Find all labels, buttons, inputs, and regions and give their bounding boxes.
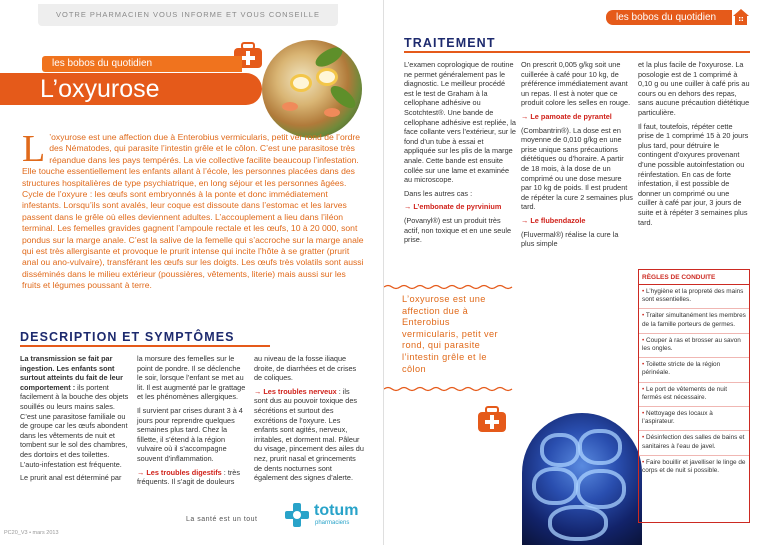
r-c2-p2: (Combantrin®). La dose est en moyenne de 0,010 g/kg en une prise unique sans précautions diététiques ou d’horaire. A partir de 18 mois, à la dose de un comprimé ou une dose mesure par 10 kg de poids. Il est prudent de répéter la cure 2 semaines plus tard.: [521, 125, 633, 212]
wave-divider-top: [384, 284, 514, 290]
heading-underline-right: [404, 51, 750, 53]
intro-text: ’oxyurose est une affection due à Enterobius vermicularis, petit ver rond de l’ordre des Nématodes, qui parasite l’intestin grêle et le côlon. C’est une parasitose très répandue dans les pays tempérés. La vie collective facilite beaucoup l’infestation. Elle touche essentiellement les enfants allant à l’école, les personnes placées dans des structures hospitalières de type psychiatrique, en long séjour et les personnes âgées. Cycle de l’oxyure : les œufs sont embryonnés à la ponte et donc immédiatement infestants. Lorsqu’ils sont avalés, leur coque est dissoute dans l’estomac et les larves passent dans le grêle où elles deviennent adultes. L’accouplement a lieu dans l’iléon terminal. Les femelles gravides gagnent l’ampoule rectale et les œufs, 10 à 20 000, sont pondus sur la marge anale. C’est la salive de la femelle qui s’accroche sur la marge anale qui est très allergisante et provoque le prurit intense qui incite l’hôte à se gratter (prurit anal ou ano-vulvaire), transférant les œufs sur les doigts. Les œufs très volatils sont aussi disséminés dans le milieu extérieur (poussières, vêtements, literie) mais aussi sur les fruits et légumes poussant à terre.: [22, 132, 364, 291]
column-3: [254, 354, 364, 487]
rule-item: • Le port de vêtements de nuit fermés est nécessaire.: [639, 383, 749, 407]
heading-underline: [20, 345, 270, 347]
right-column-3: [638, 60, 750, 231]
right-column-1: [404, 60, 516, 249]
right-column-2: [521, 60, 633, 253]
col1-text: ils portent facilement à la bouche des objets souillés ou leurs mains sales. C’est une parasitose familiale ou de groupe car les œufs abondent dans les vêtements de nuit et tombent sur le sol des chambres, des dortoirs et des toilettes. L’auto-infestation est fréquente.: [20, 382, 129, 469]
col2-red: → Les troubles digestifs: [137, 467, 222, 477]
rules-box: [638, 269, 750, 523]
r-c1-p2: Dans les autres cas :: [404, 188, 473, 198]
pull-quote: L’oxyurose est une affection due à Enterobius vermicularis, petit ver rond, qui parasite l’intestin grêle et le côlon: [402, 294, 498, 374]
rule-item: • Traiter simultanément les membres de la famille porteurs de germes.: [639, 309, 749, 333]
section-tag-right: les bobos du quotidien: [606, 10, 732, 25]
col3-text: au niveau de la fosse iliaque droite, de diarrhées et de crises de coliques.: [254, 354, 357, 383]
footer-reference: PC20_V3 • mars 2013: [4, 530, 59, 536]
heading-traitement: TRAITEMENT: [404, 36, 496, 50]
logo-sub: pharmaciens: [315, 520, 350, 526]
wave-divider-bottom: [384, 386, 514, 392]
col3-text2: : ils sont dus au pouvoir toxique des sécrétions et surtout des excrétions de l’oxyure. Les enfants sont agités, nerveux, irritables, et dorment mal. Pâleur du visage, pincement des ailes du nez, prurit nasal et grincements de dents nocturnes sont également des signes d’alerte.: [254, 386, 364, 483]
r-c1-red: → L’embonate de pyrvinium: [404, 202, 502, 212]
drop-cap: L: [22, 128, 46, 170]
page-title: L’oxyurose: [0, 73, 262, 105]
r-c2-red2: → Le flubendazole: [521, 215, 586, 225]
rules-title: RÈGLES DE CONDUITE: [639, 270, 749, 285]
col2-text2: Il survient par crises durant 3 à 4 jours pour reprendre quelques semaines plus tard. Chez la fillette, il s’étend à la région vulvaire où il s’accompagne souvent d’inflammation.: [137, 405, 243, 463]
rule-item: • Nettoyage des locaux à l’aspirateur.: [639, 407, 749, 431]
rule-item: • Désinfection des salles de bains et sanitaires à l’eau de javel.: [639, 431, 749, 455]
col2-text: la morsure des femelles sur le point de pondre. Il se déclenche le soir, lorsque l’enfant se met au lit. Il est augmenté par le grattage et les phénomènes allergiques.: [137, 354, 246, 402]
r-c3-p2: Il faut, toutefois, répéter cette prise de 1 comprimé 15 à 20 jours plus tard, pour détruire le contingent d’oxyures provenant d’une possible autoinfestation ou réinfestation. En cas de forte infestation, il est possible de donner un comprimé ou une cuiller à café par jour, 3 jours de suite et à répéter 3 semaines plus tard.: [638, 121, 749, 227]
totum-cross-logo: [284, 502, 310, 528]
rule-item: • Toilette stricte de la région périnéale.: [639, 358, 749, 382]
r-c1-p1: L’examen coprologique de routine ne permet généralement pas le diagnostic. Le meilleur procédé est le test de Graham à la cellophane adhésive ou Scotchtest®. Une bande de cellophane adhésive est repliée, la face collante vers l’extérieur, sur le fond d’un tube à essai et appliquée sur les plis de la marge anale. Cette bande est ensuite collée sur une lame et examinée au microscope.: [404, 60, 516, 185]
col1-text2: Le prurit anal est déterminé par: [20, 473, 122, 483]
col1-bold: La transmission se fait par ingestion. Les enfants sont surtout atteints du fait de leur comportement :: [20, 354, 123, 392]
intestine-illustration: [522, 413, 642, 545]
home-icon: [732, 8, 750, 26]
r-c2-p1: On prescrit 0,005 g/kg soit une cuillerée à café pour 10 kg, de préférence immédiatement avant un repas. Il est à noter que ce produit colore les selles en rouge.: [521, 60, 631, 108]
rules-list: [639, 285, 749, 479]
column-2: [137, 354, 247, 491]
medical-kit-icon: [476, 404, 508, 434]
totum-logo: [284, 500, 364, 530]
rule-item: • L’hygiène et la propreté des mains sont essentielles.: [639, 285, 749, 309]
col2-text3: : très fréquents. Il s’agit de douleurs: [137, 467, 240, 487]
column-1: [20, 354, 130, 487]
rule-item: • Faire bouillir et javelliser le linge de corps et de nuit si possible.: [642, 458, 746, 475]
rule-item: • Couper à ras et brosser au savon les ongles.: [639, 334, 749, 358]
section-tag: les bobos du quotidien: [42, 56, 242, 72]
food-photo: [262, 40, 362, 138]
r-c3-p1: et la plus facile de l’oxyurose. La posologie est de 1 comprimé à 0,10 g ou une cuiller à café pris au cours ou en dehors des repas, sans aucune précaution diététique particulière.: [638, 60, 750, 117]
col3-red: → Les troubles nerveux: [254, 386, 337, 396]
right-page: [384, 0, 768, 545]
heading-description: DESCRIPTION ET SYMPTÔMES: [20, 330, 235, 344]
logo-name: totum: [314, 502, 359, 519]
footer-tagline: La santé est un tout: [186, 516, 258, 523]
r-c1-p3: (Povanyl®) est un produit très actif, non toxique et en une seule prise.: [404, 215, 512, 245]
top-banner: VOTRE PHARMACIEN VOUS INFORME ET VOUS CONSEILLE: [38, 4, 338, 26]
intro-paragraph: [22, 128, 364, 292]
r-c2-p3: (Fluvermal®) réalise la cure la plus simple: [521, 229, 619, 249]
r-c2-red: → Le pamoate de pyrantel: [521, 111, 612, 121]
